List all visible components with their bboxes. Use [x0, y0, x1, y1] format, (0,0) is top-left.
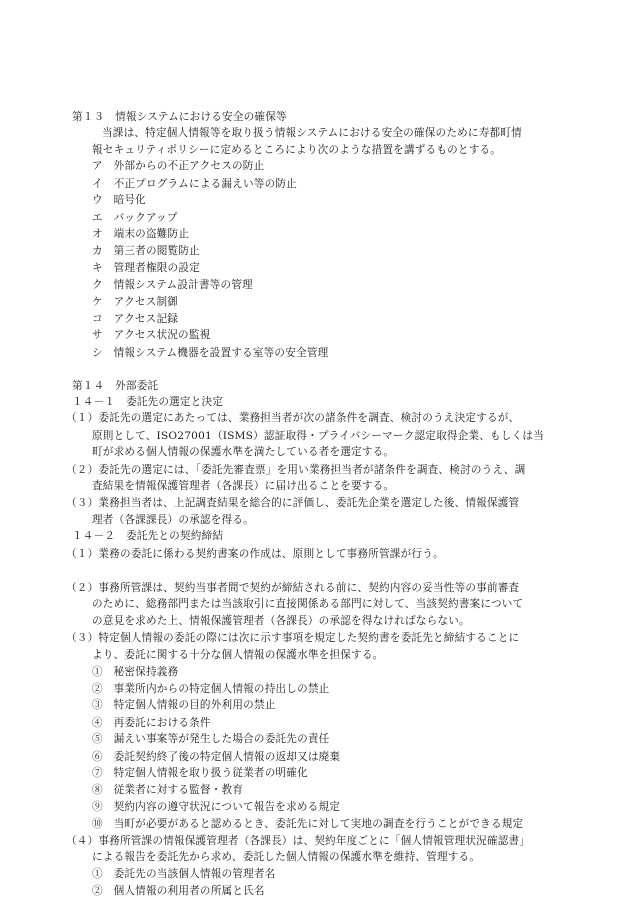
section-13-intro-line2: 報セキュリティポリシーに定めるところにより次のような措置を講ずるものとする。 [92, 143, 502, 156]
paragraph-line: の意見を求めた上、情報保護管理者（各課長）の承認を得なければならない。 [92, 615, 470, 628]
list-item: ⑩ 当町が必要があると認めるとき、委託先に対して実地の調査を行うことができる規定 [92, 818, 524, 831]
list-item: ウ 暗号化 [92, 194, 146, 207]
list-item: サ アクセス状況の監視 [92, 329, 211, 342]
list-item: ④ 再委託における条件 [92, 716, 211, 729]
paragraph-line: （２）委託先の選定には、「委託先審査票」を用い業務担当者が諸条件を調査、検討のうえ、調 [66, 463, 526, 476]
list-item: ② 事業所内からの特定個人情報の持出しの禁止 [92, 682, 330, 695]
section-13-heading: 第１３ 情報システムにおける安全の確保等 [72, 111, 287, 123]
list-item: カ 第三者の閲覧防止 [92, 245, 200, 258]
paragraph-line: （３）特定個人情報の委託の際には次に示す事項を規定した契約書を委託先と締結することに [66, 631, 520, 644]
subsection-14-1-heading: １４－１ 委託先の選定と決定 [72, 396, 224, 408]
list-item: ケ アクセス制御 [92, 295, 179, 308]
paragraph-line: 原則として、ISO27001（ISMS）認証取得・プライバシーマーク認定取得企業、もしくは当 [92, 429, 545, 442]
paragraph-line: より、委託に関する十分な個人情報の保護水準を担保する。 [92, 649, 384, 662]
list-item: キ 管理者権限の設定 [92, 261, 200, 274]
list-item: イ 不正プログラムによる漏えい等の防止 [92, 177, 297, 190]
paragraph-line: による報告を委託先から求め、委託した個人情報の保護水準を維持、管理する。 [92, 851, 481, 863]
paragraph-line: 町が求める個人情報の保護水準を満たしている者を選定する。 [92, 446, 395, 459]
list-item: ① 秘密保持義務 [92, 665, 179, 678]
paragraph-line: 査結果を情報保護管理者（各課長）に届け出ることを要する。 [92, 480, 395, 492]
list-item: ⑨ 契約内容の遵守状況について報告を求める規定 [92, 800, 341, 813]
list-item: シ 情報システム機器を設置する室等の安全管理 [92, 346, 329, 359]
paragraph-line: （４）事務所管課の情報保護管理者（各課長）は、契約年度ごとに「個人情報管理状況確認書」 [66, 834, 531, 847]
list-item: オ 端末の盗難防止 [92, 227, 190, 240]
list-item: ク 情報システム設計書等の管理 [92, 279, 253, 292]
list-item: ⑧ 従業者に対する監督・教育 [92, 784, 244, 797]
paragraph-line: （３）業務担当者は、上記調査結果を総合的に評価し、委託先企業を選定した後、情報保護管 [66, 497, 520, 510]
list-item: ③ 特定個人情報の目的外利用の禁止 [92, 699, 276, 712]
list-item: エ バックアップ [92, 211, 178, 224]
list-item: ⑥ 委託契約終了後の特定個人情報の返却又は廃棄 [92, 750, 341, 763]
list-item: ① 委託先の当該個人情報の管理者名 [92, 868, 276, 880]
paragraph-line: （１）業務の委託に係わる契約書案の作成は、原則として事務所管課が行う。 [66, 547, 444, 560]
list-item: ② 個人情報の利用者の所属と氏名 [92, 885, 265, 897]
paragraph-line: のために、総務部門または当該取引に直接関係ある部門に対して、当該契約書案について [92, 597, 524, 610]
list-item: ⑤ 漏えい事案等が発生した場合の委託先の責任 [92, 733, 330, 746]
section-13-intro-line1: 当課は、特定個人情報等を取り扱う情報システムにおける安全の確保のために寿都町情 [102, 127, 522, 140]
paragraph-line: （２）事務所管課は、契約当事者間で契約が締結される前に、契約内容の妥当性等の事前審査 [66, 581, 520, 594]
paragraph-line: 理者（各課課長）の承認を得る。 [92, 513, 254, 526]
list-item: ⑦ 特定個人情報を取り扱う従業者の明確化 [92, 767, 308, 779]
list-item: ア 外部からの不正アクセスの防止 [92, 160, 265, 173]
section-14-heading: 第１４ 外部委託 [72, 379, 159, 392]
list-item: コ アクセス記録 [92, 312, 179, 325]
paragraph-line: （１）委託先の選定にあたっては、業務担当者が次の諸条件を調査、検討のうえ決定するが、 [66, 412, 520, 425]
subsection-14-2-heading: １４－２ 委託先との契約締結 [72, 530, 224, 543]
